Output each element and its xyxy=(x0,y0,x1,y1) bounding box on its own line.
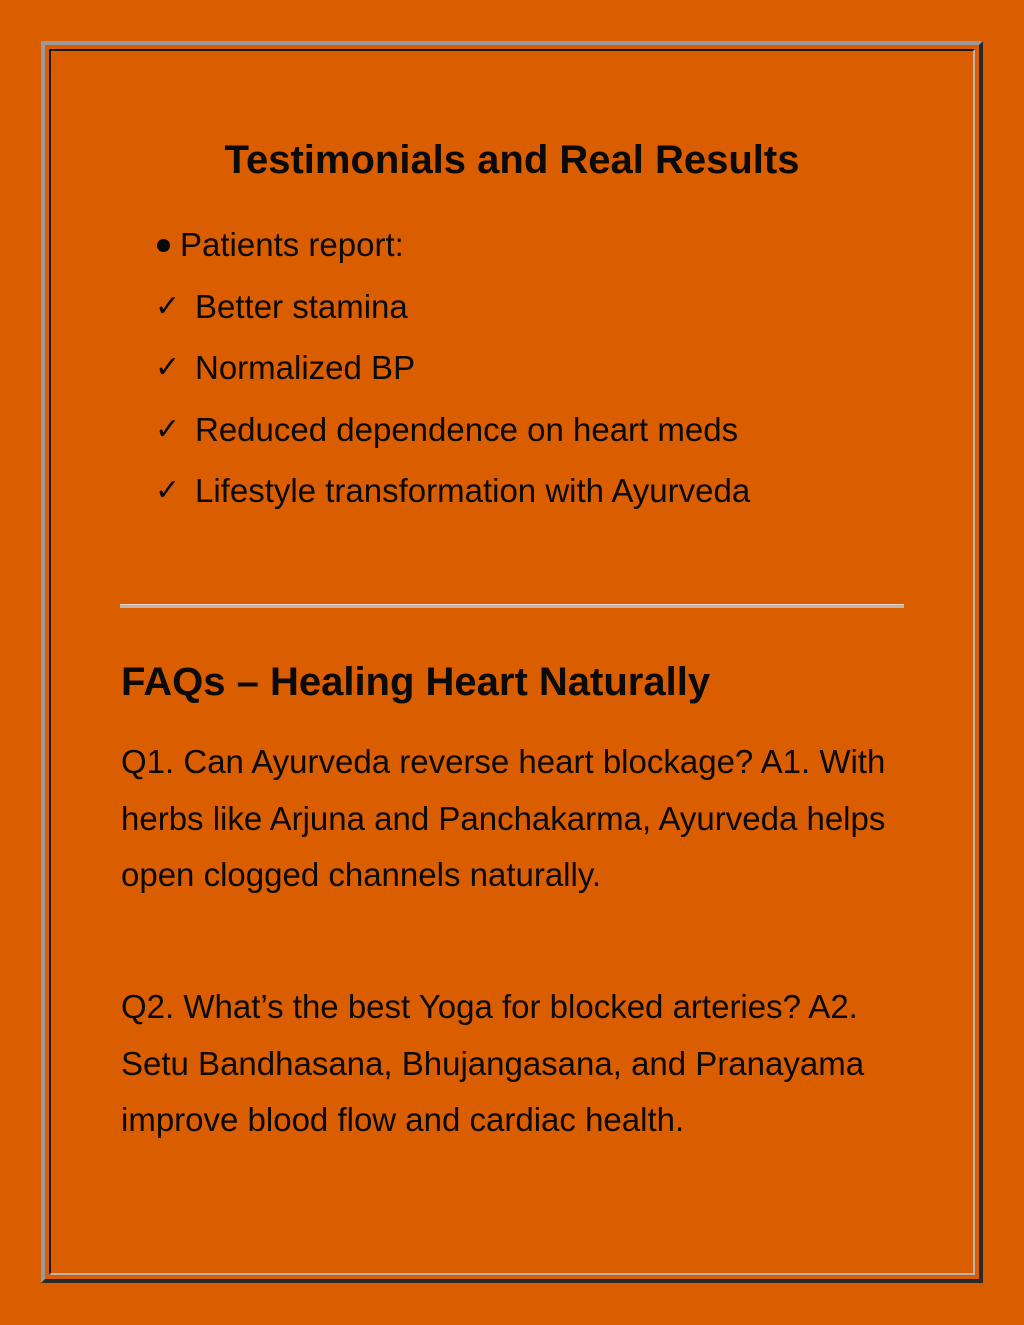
list-item-text: Reduced dependence on heart meds xyxy=(195,410,739,448)
check-icon: ✓ xyxy=(155,288,181,324)
testimonials-title: Testimonials and Real Results xyxy=(224,138,800,182)
bullet-dot-icon xyxy=(157,239,170,252)
check-icon: ✓ xyxy=(155,350,181,385)
list-item xyxy=(155,282,750,332)
section-divider xyxy=(120,604,904,608)
list-item-text: Lifestyle transformation with Ayurveda xyxy=(195,472,751,509)
list-item xyxy=(155,405,750,455)
check-icon: ✓ xyxy=(155,473,181,508)
faq-entry-q2: Q2. What’s the best Yoga for blocked arteries? A2. Setu Bandhasana, Bhujangasana, and Pranayama improve blood flow and cardiac health. xyxy=(121,988,865,1138)
testimonials-list xyxy=(155,220,750,516)
list-item-text: Normalized BP xyxy=(195,349,416,386)
testimonials-lead-text: Patients report: xyxy=(180,226,404,263)
faq-entry-q1: Q1. Can Ayurveda reverse heart blockage? A1. With herbs like Arjuna and Panchakarma, Ayurveda helps open clogged channels naturally. xyxy=(121,743,886,893)
check-icon: ✓ xyxy=(155,411,181,447)
list-item-text: Better stamina xyxy=(195,287,408,325)
list-item xyxy=(155,466,750,516)
faq-title: FAQs – Healing Heart Naturally xyxy=(121,660,711,704)
testimonials-lead xyxy=(155,220,750,270)
list-item xyxy=(155,343,750,393)
